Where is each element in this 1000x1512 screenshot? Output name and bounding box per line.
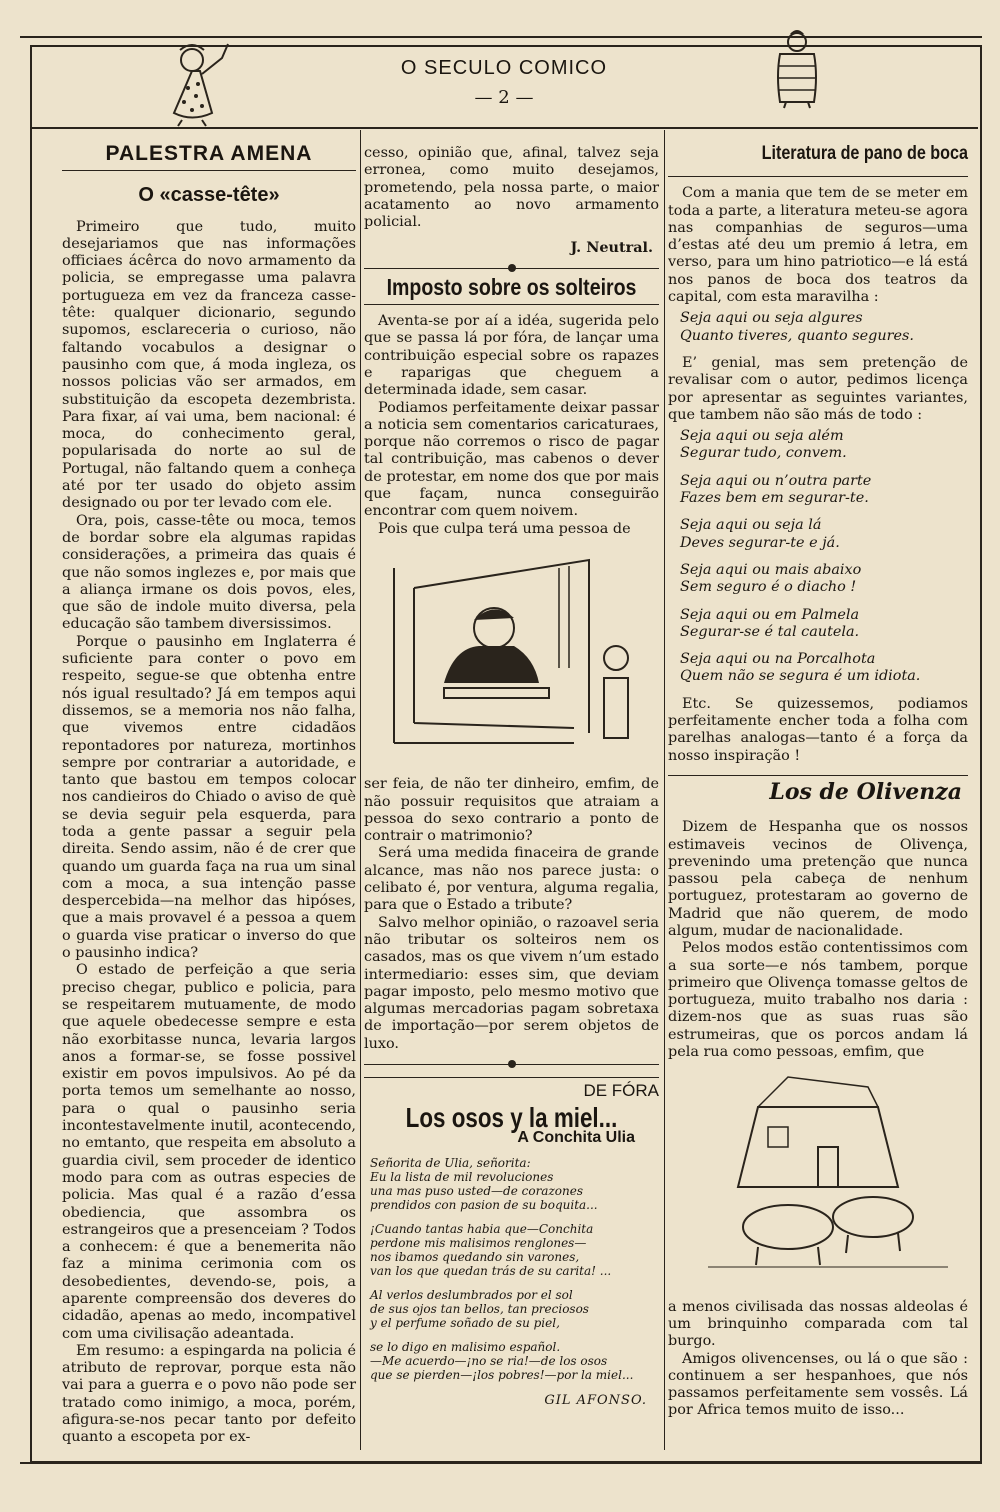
verse-variant: Seja aqui ou mais abaixo Sem seguro é o diacho ! bbox=[680, 561, 862, 596]
defora-title: Los osos y la miel... bbox=[405, 1102, 618, 1134]
imposto-paragraph: Aventa-se por aí a idéa, sugerida pelo que se passa lá por fóra, de lançar uma contribuição especial sobre os rapazes e raparigas que cheguem a determinada idade, sem casar. bbox=[364, 313, 659, 399]
literatura-title: Literatura de pano de boca bbox=[761, 143, 968, 164]
column-1 bbox=[62, 142, 356, 1447]
ornament-divider bbox=[364, 1059, 659, 1069]
literatura-paragraph: E’ genial, mas sem pretenção de revalisar com o autor, pedimos licença por apresentar as seguintes variantes, que tambem não são más de todo : bbox=[668, 354, 968, 423]
girl-with-racket-figure bbox=[150, 38, 240, 128]
palestra-title: PALESTRA AMENA bbox=[105, 142, 313, 165]
spanish-poem bbox=[370, 1156, 659, 1382]
divider bbox=[668, 176, 968, 177]
verse-variant: Seja aqui ou na Porcalhota Quem não se segura é um idiota. bbox=[680, 651, 921, 685]
section-label: DE FÓRA bbox=[364, 1077, 659, 1099]
palestra-paragraph: O estado de perfeição a que seria preciso chegar, publico e policia, para se respeitarem mutuamente, de modo que aquele obedecesse sempre e esta não exorbitasse nunca, levaria largos anos a formar-se, se fosse possivel existir em povos impulsivos. Ao pé da porta temos um semelhante ao nosso, para o qual o pausinho seria incontestavelmente inutil, acontecendo, no emtanto, que respeita em absoluto a guardia civil, sem proceder de identico modo para com as outras especies de policia. Mas qual é a razão d’essa obediencia, que assombra os estrangeiros que a presenceiam ? Todos a conhecem: é que a benemerita não faz a minima cerimonia com os desobedientes, devendo-se, pois, a aparente compreensão dos deveres do cidadão, apenas ao medo, incompativel com uma civilisação adeantada. bbox=[62, 962, 356, 1342]
palestra-continuation: cesso, opinião que, afinal, talvez seja erronea, como muito desejamos, prometendo, pela nossa parte, o maior acatamento ao novo armamento policial. bbox=[364, 145, 659, 231]
palestra-paragraph: Em resumo: a espingarda na policia é atributo de reprovar, porque esta não vai para a guerra e o povo não pode ser tratado como inimigo, a moca, porém, afigura-se-nos pecar tanto por defeito quanto a escopeta por ex- bbox=[62, 1342, 356, 1446]
poem-stanza: Al verlos deslumbrados por el sol de sus ojos tan bellos, tan preciosos y el perfume soñado de su piel, bbox=[370, 1287, 589, 1330]
column-rule-1 bbox=[360, 130, 361, 1450]
poem-stanza: Señorita de Ulia, señorita: Eu la lista de mil revoluciones una mas puso usted—de corazones prendidos con pasion de su boquita... bbox=[370, 1155, 598, 1212]
masthead: O SECULO COMICO bbox=[400, 57, 608, 79]
palestra-paragraph: Ora, pois, casse-tête ou moca, temos de bordar sobre ela algumas rapidas considerações, a primeira das quais é que não somos inglezes e, por mais que a aliança irmane os dois povos, eles, que são de indole muito diversa, pela educação são tambem diversissimos. bbox=[62, 512, 356, 633]
literatura-intro: Com a mania que tem de se meter em toda a parte, a literatura meteu-se agora nas companhias de seguros—uma d’estas até deu um premio á letra, em verso, para um hino patriotico—e lá está nos panos de boca dos teatros da capital, com esta maravilha : bbox=[668, 185, 968, 306]
barrel-man-figure bbox=[772, 28, 822, 110]
imposto-paragraph: ser feia, de não ter dinheiro, emfim, de não possuir requisitos que atraiam a pessoa do sexo contrario a ponto de contrair o matrimonio? bbox=[364, 776, 659, 845]
verse-variant: Seja aqui ou n’outra parte Fazes bem em segurar-te. bbox=[680, 472, 872, 507]
olivenza-title: Los de Olivenza bbox=[769, 778, 962, 805]
olivenza-paragraph: a menos civilisada das nossas aldeolas é um brinquinho comparada com tal burgo. bbox=[668, 1298, 968, 1350]
poem-stanza: se lo digo en malisimo español. —Me acuerdo—¡no se ria!—de los osos que se pierden—¡los pobres!—por la miel... bbox=[370, 1339, 634, 1382]
column-2 bbox=[364, 145, 659, 1409]
literatura-closing: Etc. Se quizessemos, podiamos perfeitamente encher toda a folha com parelhas analogas—tanto é a força da nosso inspiração ! bbox=[668, 695, 968, 764]
palestra-signature: J. Neutral. bbox=[570, 239, 653, 257]
imposto-paragraph: Salvo melhor opinião, o razoavel seria não tributar os solteiros nem os casados, mas os que vivem n’um estado intermediario: esses sim, que deviam pagar imposto, pelo mesmo motivo que algumas mercadorias pagam sobretaxa de importação—por serem objetos de luxo. bbox=[364, 914, 659, 1052]
verse-variant: Seja aqui ou seja lá Deves segurar-te e já. bbox=[680, 517, 840, 551]
poem-stanza: ¡Cuando tantas habia que—Conchita perdone mis malisimos renglones— nos ibamos quedando sin varones, van los que quedan trás de su carita! ... bbox=[370, 1221, 612, 1278]
imposto-paragraph: Podiamos perfeitamente deixar passar a noticia sem comentarios caricaturaes, porque não corremos o risco de pagar tal contribuição, mas cabenos o dever de protestar, em nome dos que por mais que façam, nunca conseguirão encontrar com quem noivem. bbox=[364, 399, 659, 520]
olivenza-paragraph: Pelos modos estão contentissimos com a sua sorte—e nós tambem, porque primeiro que Olivença tomasse geltos de portugueza, muito trabalho nos daria : dizem-nos que as suas ruas são estrumeiras, que os porcos andam lá pela rua como pessoas, emfim, que bbox=[668, 940, 968, 1061]
divider bbox=[62, 170, 356, 171]
palestra-subtitle: O «casse-tête» bbox=[138, 184, 280, 207]
olivenza-paragraph: Dizem de Hespanha que os nossos estimaveis vecinos de Olivença, prevenindo uma pretenção que nunca passou pela cabeça de nenhum portuguez, protestaram ao governo de Madrid que não querem, de modo algum, mudar de nacionalidade. bbox=[668, 819, 968, 939]
column-rule-2 bbox=[664, 130, 665, 1450]
column-3 bbox=[668, 145, 968, 1420]
ornament-divider bbox=[364, 263, 659, 273]
defora-dedication: A Conchita Ulia bbox=[517, 1128, 635, 1146]
imposto-paragraph: Pois que culpa terá uma pessoa de bbox=[378, 520, 631, 537]
divider bbox=[668, 775, 968, 776]
palestra-paragraph: Porque o pausinho em Inglaterra é suficiente para conter o povo em respeito, segue-se que obtenha entre nós igual resultado? Já em tempos aqui dissemos, se a memoria nos não falha, que vivemos entre cidadãos repontadores por natureza, mortinhos sempre por contrariar a autoridade, e tanto que bastou em tempos colocar nos candieiros do Chiado o aviso de què se devia seguir pela esquerda, para toda a gente passar a seguir pela direita. Sendo assim, não é de crer que quando um guarda faça na rua um sinal com a moca, a sua intenção passe despercebida—na melhor das hipóses, que a mais provavel é a pessoa a quem o guarda vise praticar o inverso do que o pausinho indica? bbox=[62, 633, 356, 962]
imposto-title: Imposto sobre os solteiros bbox=[386, 273, 637, 300]
imposto-paragraph: Será uma medida finaceira de grande alcance, mas não nos parece justa: o celibato é, por ventura, alguma regalia, para que o Estado a tribute? bbox=[364, 845, 659, 914]
verse-variant: Seja aqui ou em Palmela Segurar-se é tal cautela. bbox=[680, 606, 860, 640]
insurance-motto: Seja aqui ou seja algures Quanto tiveres, quanto segures. bbox=[680, 310, 914, 344]
pigs-and-house-illustration bbox=[698, 1067, 958, 1287]
palestra-paragraph: Primeiro que tudo, muito desejariamos que nas informações officiaes ácêrca do novo armamento da policia, se empregasse uma palavra portugueza em vez da franceza casse-tête: qualquer dicionario, segundo supomos, esclareceria o curioso, não faltando vocabulos a designar o pausinho com que, á moda ingleza, os nossos policias vão ser armados, em substituição da escopeta dezembrista. Para fixar, aí vai uma, bem nacional: é moca, do conhecimento geral, popularisada do norte ao sul de Portugal, não faltando quem a conheça até por ter usado do objeto assim designado ou por ter levado com ele. bbox=[62, 218, 356, 512]
poem-signature: GIL AFONSO. bbox=[544, 1392, 647, 1408]
verse-variant: Seja aqui ou seja além Segurar tudo, convem. bbox=[680, 428, 847, 462]
divider bbox=[364, 304, 659, 305]
olivenza-paragraph: Amigos olivencenses, ou lá o que são : continuem a ser hespanhoes, que nós passamos perfeitamente sem vossês. Lá por Africa temos muito de isso... bbox=[668, 1350, 968, 1419]
man-at-window-illustration bbox=[384, 548, 634, 763]
page-number: — 2 — bbox=[474, 87, 534, 108]
bottom-rule bbox=[20, 1462, 982, 1464]
